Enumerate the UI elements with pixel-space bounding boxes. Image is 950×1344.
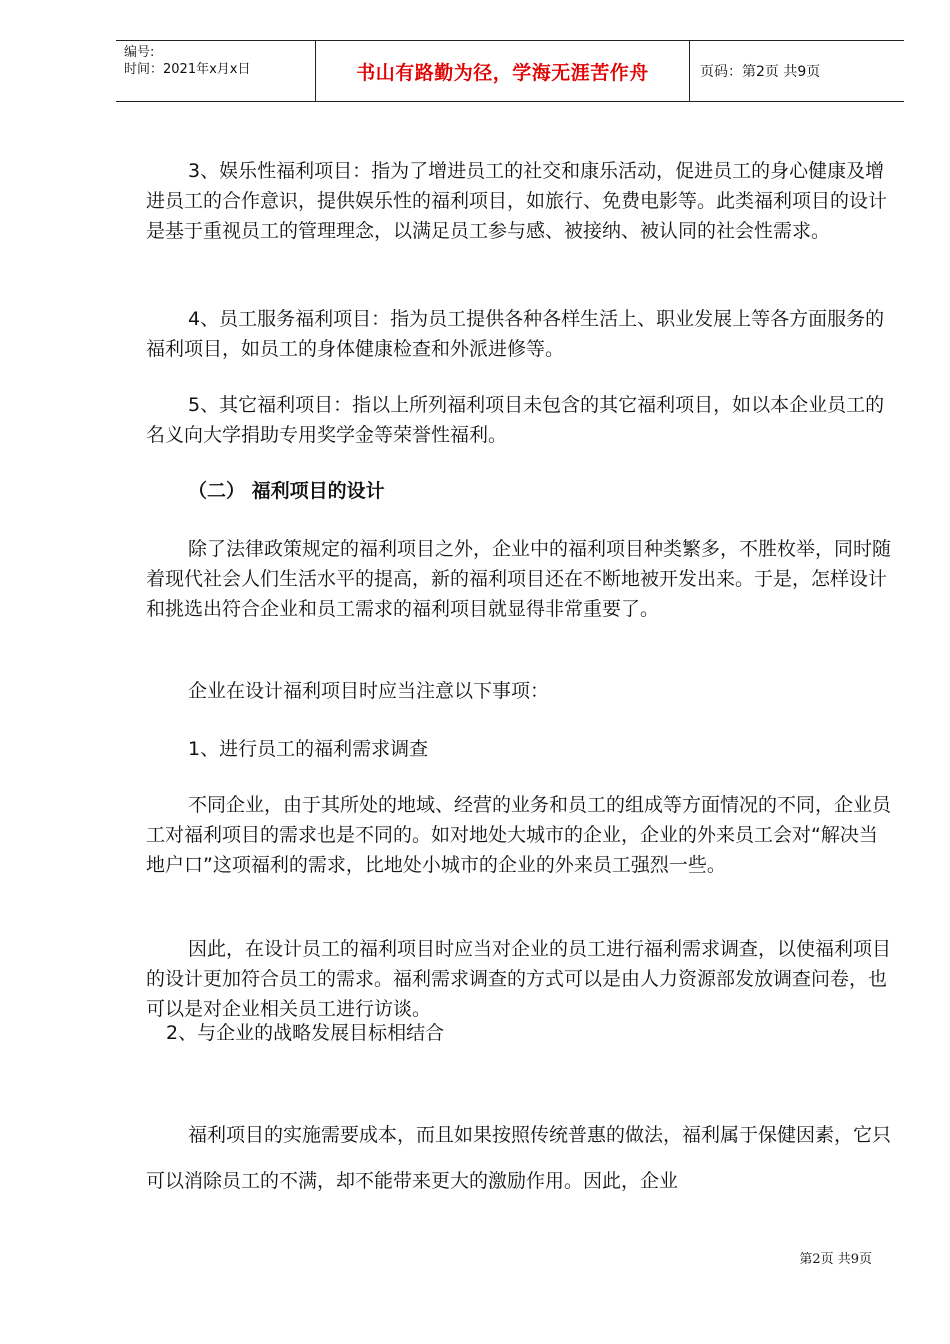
paragraph-cost: 福利项目的实施需要成本，而且如果按照传统普惠的做法，福利属于保健因素，它只可以消除员工的不满，却不能带来更大的激励作用。因此，企业 — [146, 1124, 892, 1192]
subheading-2: 2、与企业的战略发展目标相结合 — [166, 1022, 445, 1044]
paragraph-survey-reason: 不同企业，由于其所处的地域、经营的业务和员工的组成等方面情况的不同，企业员工对福利项目的需求也是不同的。如对地处大城市的企业，企业的外来员工会对“解决当地户口”这项福利的需求，比地处小城市的企业的外来员工强烈一些。 — [146, 794, 892, 876]
paragraph-notes: 企业在设计福利项目时应当注意以下事项： — [188, 680, 550, 702]
section-heading: （二） 福利项目的设计 — [188, 480, 385, 502]
paragraph-intro: 除了法律政策规定的福利项目之外，企业中的福利项目种类繁多，不胜枚举，同时随着现代社会人们生活水平的提高，新的福利项目还在不断地被开发出来。于是，怎样设计和挑选出符合企业和员工需求的福利项目就显得非常重要了。 — [146, 538, 892, 620]
subheading-1: 1、进行员工的福利需求调查 — [188, 738, 429, 760]
page-header — [116, 40, 904, 102]
page-footer: 第2页 共9页 — [799, 1252, 872, 1267]
header-page-info: 页码：第2页 共9页 — [700, 64, 821, 80]
serial-label: 编号: — [124, 45, 155, 60]
time-label: 时间：2021年x月x日 — [124, 62, 251, 77]
header-meta — [116, 41, 316, 101]
paragraph-survey-method: 因此，在设计员工的福利项目时应当对企业的员工进行福利需求调查，以使福利项目的设计更加符合员工的需求。福利需求调查的方式可以是由人力资源部发放调查问卷，也可以是对企业相关员工进行访谈。 — [146, 938, 892, 1020]
paragraph-item-4: 4、员工服务福利项目：指为员工提供各种各样生活上、职业发展上等各方面服务的福利项目，如员工的身体健康检查和外派进修等。 — [146, 308, 885, 360]
header-motto: 书山有路勤为径，学海无涯苦作舟 — [316, 41, 690, 101]
paragraph-item-5: 5、其它福利项目：指以上所列福利项目未包含的其它福利项目，如以本企业员工的名义向大学捐助专用奖学金等荣誉性福利。 — [146, 394, 885, 446]
paragraph-item-3: 3、娱乐性福利项目：指为了增进员工的社交和康乐活动，促进员工的身心健康及增进员工的合作意识，提供娱乐性的福利项目，如旅行、免费电影等。此类福利项目的设计是基于重视员工的管理理念，以满足员工参与感、被接纳、被认同的社会性需求。 — [146, 160, 888, 242]
